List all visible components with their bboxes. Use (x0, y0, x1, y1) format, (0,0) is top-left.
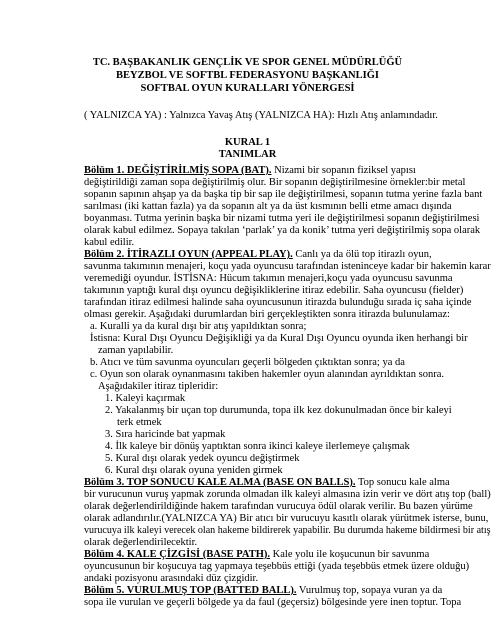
section-4-heading: Bölüm 4. KALE ÇİZGİSİ (BASE PATH). (84, 549, 271, 560)
appeal-list-item-6: 6. Kural dışı olarak oyuna yeniden girmek (105, 465, 283, 476)
section-1-line-7: kabul edilir. (84, 237, 135, 248)
doc-header-line3: SOFTBAL OYUN KURALLARI YÖNERGESİ (140, 83, 355, 94)
section-1-line-3: sopanın sapının ahşap ya da başka tip bir sap ile değiştirilmesi, sopanın tutma yerine fazla bant (84, 189, 483, 200)
section-2-line-5: tarafından itiraz edilmesi halinde saha oyuncusunun itirazda bulunduğu sırada iç saha içinde (84, 297, 472, 308)
section-4-line-1: Bölüm 4. KALE ÇİZGİSİ (BASE PATH). Kale yolu ile koşucunun bir savunma (84, 549, 430, 560)
section-2-line-4: takımının yaptığı kural dışı oyuncu değişikliklerine itiraz edebilir. Saha oyuncusu (fielder) (84, 285, 464, 296)
intro-text: ( YALNIZCA YA) : Yalnızca Yavaş Atış (YALNIZCA HA): Hızlı Atış anlamındadır. (84, 110, 438, 121)
section-2-line-2: savunma takımının menajeri, koçu yada oyuncusu tarafından isteninceye kadar bir hakemin karar (84, 261, 491, 272)
section-2-line-1: Bölüm 2. İTİRAZLI OYUN (APPEAL PLAY). Canlı ya da ölü top itirazlı oyun, (84, 249, 432, 260)
section-2-heading: Bölüm 2. İTİRAZLI OYUN (APPEAL PLAY). (84, 249, 293, 260)
section-3-line-4: olarak adlandırılır.(YALNIZCA YA) Bir atıcı bir vurucuyu kasıtlı olarak yürütmek isterse, bunu, (84, 513, 489, 524)
section-2-line-3: veremediği oyundur. İSTİSNA: Hücum takımın menajeri,koçu yada oyuncusu savunma (84, 273, 453, 284)
section-4-line-2: oyuncusunun bir koşucuya tag yapmaya teşebbüs ettiği (yada teşebbüs etmek üzere olduğu) (84, 561, 470, 572)
section-2-item-c: c. Oyun son olarak oynanmasını takiben hakemler oyun alanından ayrıldıktan sonra. (90, 369, 444, 380)
section-3-heading: Bölüm 3. TOP SONUCU KALE ALMA (BASE ON BALLS). (84, 477, 356, 488)
section-1-line-2: değiştirildiği zaman sopa değiştirilmiş olur. Bir sopanın değiştirilmesine örnekler:bir metal (84, 177, 466, 188)
appeal-list-item-1: 1. Kaleyi kaçırmak (105, 393, 186, 404)
doc-header-line1: TC. BAŞBAKANLIK GENÇLİK VE SPOR GENEL MÜDÜRLÜĞÜ (92, 57, 403, 68)
section-4-line-3: andaki pozisyonu arasındaki düz çizgidir. (84, 573, 259, 584)
section-2-item-a: a. Kuralli ya da kural dışı bir atış yapıldıktan sonra; (90, 321, 307, 332)
appeal-list-item-2-cont: terk etmek (117, 417, 162, 428)
section-3-line-3: olarak değerlendirildiğinde hakem tarafından vurucuya ödül olarak verilir. Bu bazen yürüme (84, 501, 473, 512)
appeal-list-intro: Aşağıdakiler itiraz tipleridir: (98, 381, 219, 392)
doc-header-line2: BEYZBOL VE SOFTBL FEDERASYONU BAŞKANLIĞI (116, 70, 379, 81)
section-1-line-4: sarılması (iki kattan fazla) ya da sopanın alt ya da üst kısmının belli etme amacı dışında (84, 201, 452, 212)
section-1-heading: Bölüm 1. DEĞİŞTİRİLMİŞ SOPA (BAT). (84, 165, 272, 176)
rule-title: TANIMLAR (218, 149, 277, 160)
appeal-list-item-2: 2. Yakalanmış bir uçan top durumunda, topa ilk kez dokunulmadan önce bir kaleyi (105, 405, 452, 416)
appeal-list-item-3: 3. Sıra haricinde bat yapmak (105, 429, 226, 440)
rule-number: KURAL 1 (224, 137, 271, 148)
section-3-line-1: Bölüm 3. TOP SONUCU KALE ALMA (BASE ON BALLS). Top sonucu kale alma (84, 477, 450, 488)
section-2-exception-2: zaman yapılabilir. (98, 345, 174, 356)
section-3-line-5: vurucuya ilk kaleyi verecek olan hakeme bildirerek yapabilir. Bu durumda hakeme bildirmesi bir atış (84, 525, 491, 536)
section-3-line-2: bir vurucunun vuruş yapmak zorunda olmadan ilk kaleyi almasına izin verir ve dört atış top (ball) (84, 489, 491, 500)
section-1-line-6: olarak kabul edilmez. Sopaya takılan ‘parlak’ ya da konik’ tutma yeri değiştirilmiş sopa olarak (84, 225, 481, 236)
appeal-list-item-5: 5. Kural dışı olarak yedek oyuncu değiştirmek (105, 453, 300, 464)
section-5-line-2: sopa ile vurulan ve geçerli bölgede ya da faul (geçersiz) bölgesinde yere inen toptur. Topa (84, 597, 462, 608)
section-2-item-b: b. Atıcı ve tüm savunma oyuncuları geçerli bölgeden çıktıktan sonra; ya da (90, 357, 405, 368)
section-5-heading: Bölüm 5. VURULMUŞ TOP (BATTED BALL). (84, 585, 297, 596)
section-1-line-1: Bölüm 1. DEĞİŞTİRİLMİŞ SOPA (BAT). Nizami bir sopanın fiziksel yapısı (84, 165, 416, 176)
section-2-exception-1: İstisna: Kural Dışı Oyuncu Değişikliği ya da Kural Dışı Oyuncu oyunda iken herhangi bir (90, 333, 468, 344)
section-2-line-6: olması gerekir. Aşağıdaki durumlardan biri gerçekleştikten sonra itirazda bulunulamaz: (84, 309, 450, 320)
section-3-line-6: olarak değerlendirilecektir. (84, 537, 198, 548)
appeal-list-item-4: 4. İlk kaleye bir dönüş yaptıktan sonra ikinci kaleye ilerlemeye çalışmak (105, 441, 410, 452)
section-5-line-1: Bölüm 5. VURULMUŞ TOP (BATTED BALL). Vurulmuş top, sopaya vuran ya da (84, 585, 443, 596)
section-1-line-5: boyanması. Tutma yerinin başka bir nizami tutma yeri ile değiştirilmesi sopanın değiştirilmesi (84, 213, 480, 224)
